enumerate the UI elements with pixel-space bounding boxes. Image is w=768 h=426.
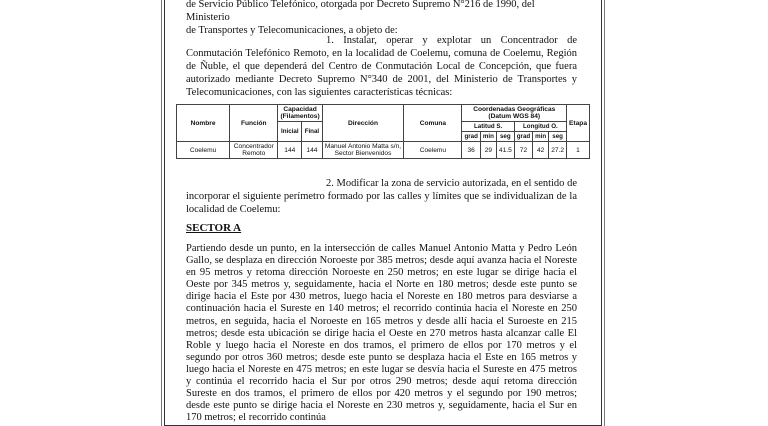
cell-lon-grad: 72 <box>514 142 532 159</box>
header-lat-min: min <box>480 132 496 142</box>
cell-lat-seg: 41.5 <box>496 142 514 159</box>
intro-paragraph <box>186 0 577 37</box>
sector-description: Partiendo desde un punto, en la intersección de calles Manuel Antonio Matta y Pedro León Gallo, se desplaza en dirección Noroeste por 385 metros; desde aquí avanza hacia el Noreste en 95 metros y retoma dirección Noroeste en 250 metros; en este lugar se dirige hacia el Oeste por 345 metros y, seguidamente, hacia el Norte en 180 metros; desde este punto se dirige hacia el Este por 430 metros, luego hacia el Noreste en 180 metros para desviarse a continuación hacia el Sureste en 140 metros; el recorrido continúa hacia el Noreste en 250 metros, en seguida, hacia el Noroeste en 165 metros y desde allí hacia el Suroeste en 215 metros; desde esta ubicación se dirige hacia el Oeste en 270 metros hasta alcanzar calle El Roble y luego hacia el Noreste en dos tramos, el primero de ellos por 170 metros y el segundo por otros 360 metros; desde este punto se desplaza hacia el Este en 165 metros y luego hacia el Noreste en 475 metros; en este lugar se desvía hacia el Sureste en 475 metros y continúa el recorrido hacia el Sur por otros 290 metros; desde aquí retoma dirección Sureste en dos tramos, el primero de ellos por 420 metros y el segundo por 190 metros; desde este punto se dirige hacia el Noreste en 230 metros y, seguidamente, hacia el Sur en 170 metros; el recorrido continúa <box>186 243 577 424</box>
header-lon-grad: grad <box>514 132 532 142</box>
intro-line: de Servicio Público Telefónico, otorgada por Decreto Supremo N°216 de 1990, del Ministerio <box>186 0 535 23</box>
cell-funcion: Concentrador Remoto <box>230 142 278 159</box>
cell-direccion: Manuel Antonio Matta s/n, Sector Bienvenidos <box>322 142 404 159</box>
item-2-paragraph: 2. Modificar la zona de servicio autorizada, en el sentido de incorporar el siguiente perímetro formado por las calles y límites que se individualizan de la localidad de Coelemu: <box>186 178 577 215</box>
header-direccion: Dirección <box>322 105 404 142</box>
header-coordenadas: Coordenadas Geográficas (Datum WGS 84) <box>462 105 567 122</box>
item-1-paragraph: 1. Instalar, operar y explotar un Concentrador de Conmutación Telefónico Remoto, en la localidad de Coelemu, comuna de Coelemu, Región de Ñuble, el que dependerá del Centro de Conmutación Local de Concepción, que fuera autorizado mediante Decreto Supremo N°340 de 2001, del Ministerio de Transportes y Telecomunicaciones, con las siguientes características técnicas: <box>186 35 577 98</box>
header-longitud: Longitud O. <box>514 122 566 132</box>
header-comuna: Comuna <box>404 105 462 142</box>
header-inicial: Inicial <box>278 122 302 142</box>
table-row <box>177 142 590 159</box>
header-funcion: Función <box>230 105 278 142</box>
cell-lat-grad: 36 <box>462 142 480 159</box>
cell-comuna: Coelemu <box>404 142 462 159</box>
header-latitud: Latitud S. <box>462 122 514 132</box>
cell-lon-min: 42 <box>533 142 549 159</box>
cell-inicial: 144 <box>278 142 302 159</box>
cell-nombre: Coelemu <box>177 142 230 159</box>
technical-table <box>176 104 590 159</box>
header-final: Final <box>302 122 322 142</box>
header-lat-seg: seg <box>496 132 514 142</box>
cell-etapa: 1 <box>567 142 590 159</box>
header-etapa: Etapa <box>567 105 590 142</box>
cell-lon-seg: 27.2 <box>549 142 567 159</box>
header-lon-min: min <box>533 132 549 142</box>
header-lon-seg: seg <box>549 132 567 142</box>
intro-line: de Transportes y Telecomunicaciones, a objeto de: <box>186 25 398 36</box>
header-lat-grad: grad <box>462 132 480 142</box>
cell-lat-min: 29 <box>480 142 496 159</box>
sector-title: SECTOR A <box>186 222 242 234</box>
header-capacidad: Capacidad (Filamentos) <box>278 105 322 122</box>
cell-final: 144 <box>302 142 322 159</box>
header-nombre: Nombre <box>177 105 230 142</box>
